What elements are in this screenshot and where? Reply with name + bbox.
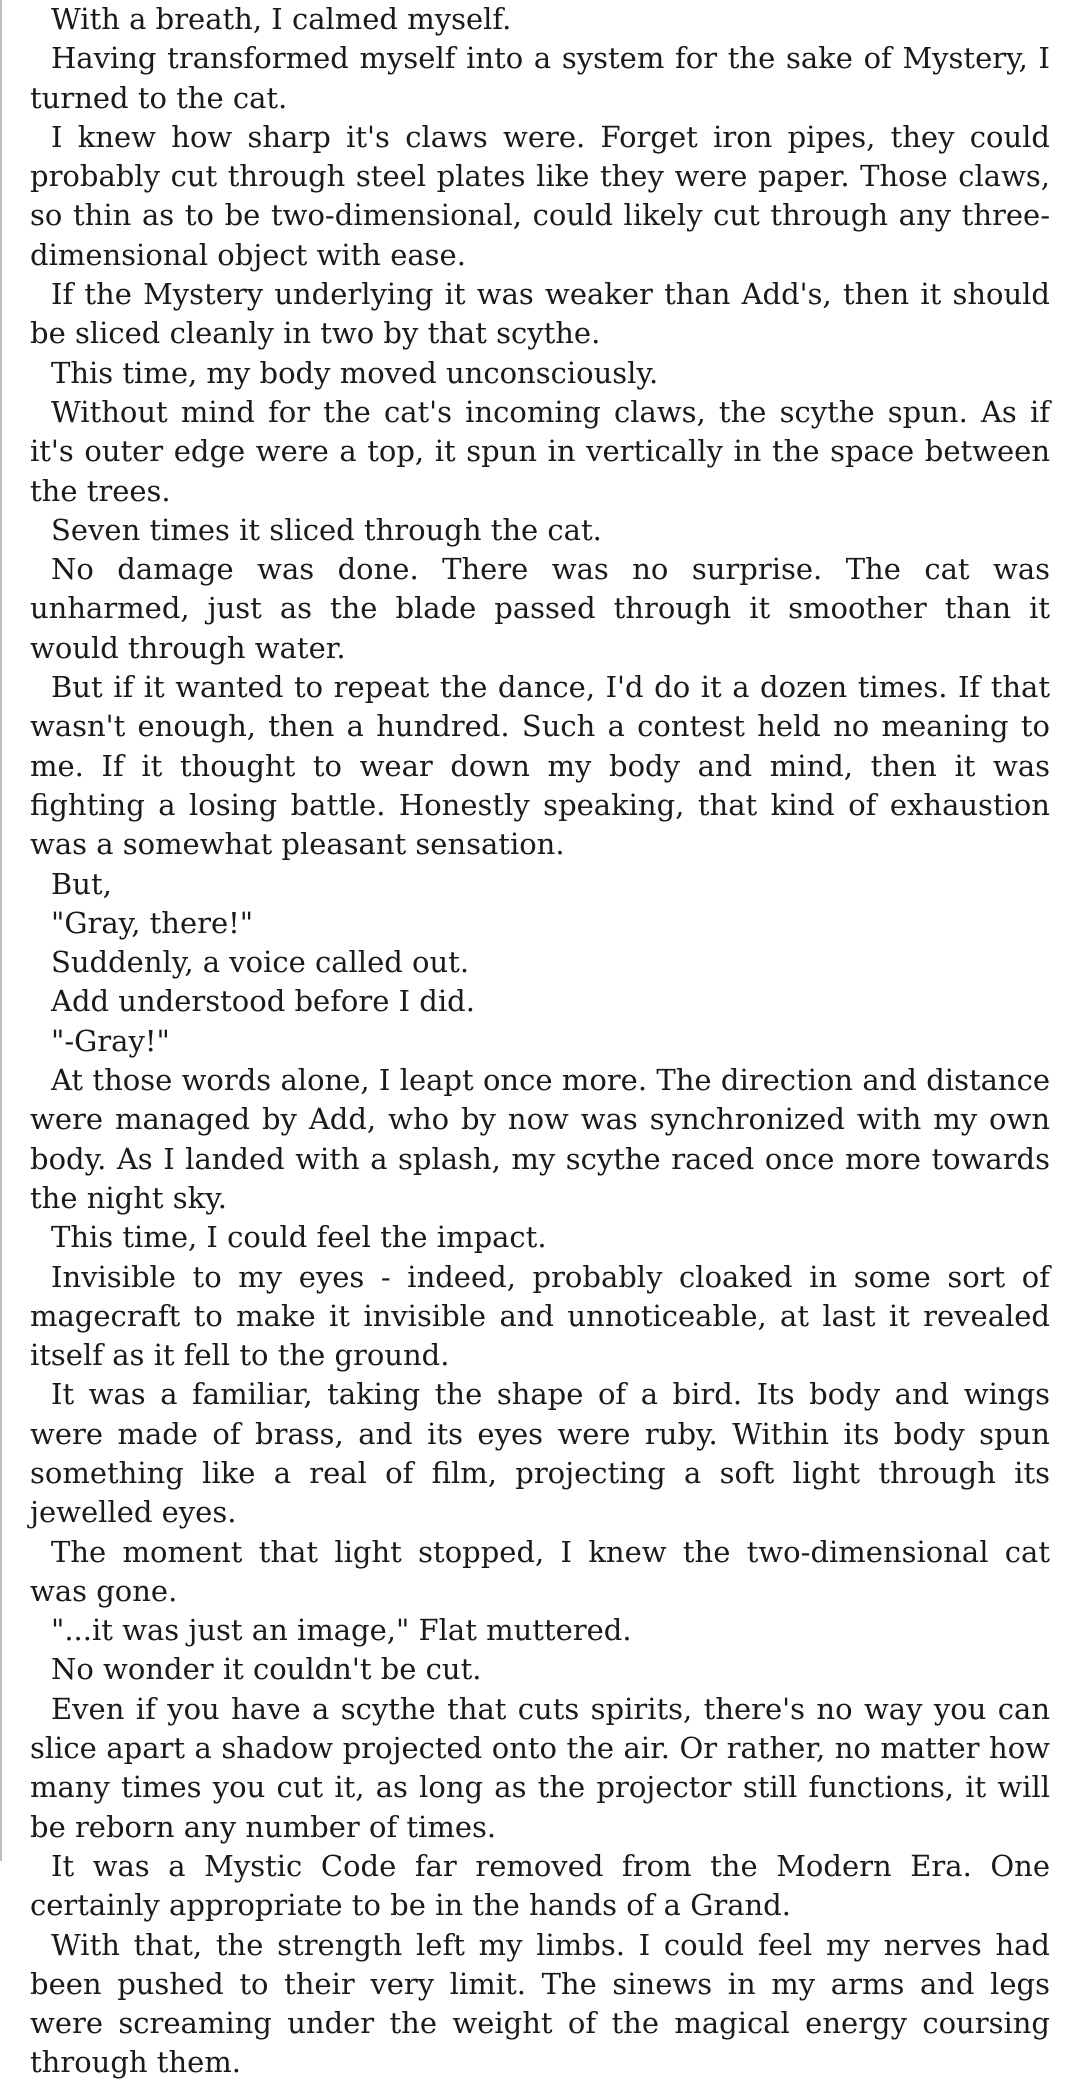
- paragraph: This time, I could feel the impact.: [51, 1220, 547, 1255]
- paragraph: This time, my body moved unconsciously.: [51, 355, 659, 390]
- paragraph: But,: [51, 866, 112, 901]
- page-left-border: [0, 0, 2, 1861]
- paragraph: Without mind for the cat's incoming claws, the scythe spun. As if it's outer edge were a top, it spun in vertically in the space between the trees.: [30, 394, 1050, 508]
- paragraph: The moment that light stopped, I knew the two-dimensional cat was gone.: [30, 1534, 1050, 1608]
- paragraph: No wonder it couldn't be cut.: [51, 1652, 482, 1687]
- paragraph: "...it was just an image," Flat muttered.: [51, 1613, 632, 1648]
- paragraph: But if it wanted to repeat the dance, I'd do it a dozen times. If that wasn't enough, then a hundred. Such a contest held no meaning to me. If it thought to wear down my body and mind, then it was fighting a losing battle. Honestly speaking, that kind of exhaustion was a somewhat pleasant sensation.: [30, 670, 1050, 862]
- paragraph: Add understood before I did.: [51, 984, 475, 1019]
- paragraph: "Gray, there!": [51, 905, 254, 940]
- paragraph: With a breath, I calmed myself.: [51, 2, 512, 36]
- paragraph: Seven times it sliced through the cat.: [51, 512, 602, 547]
- paragraph: It was a familiar, taking the shape of a bird. Its body and wings were made of brass, and its eyes were ruby. Within its body spun something like a real of film, projecting a soft light through its jewelled eyes.: [30, 1377, 1050, 1530]
- paragraph: Suddenly, a voice called out.: [51, 945, 470, 980]
- paragraph: No damage was done. There was no surprise. The cat was unharmed, just as the blade passed through it smoother than it would through water.: [30, 552, 1050, 665]
- story-text: [30, 0, 1050, 2083]
- paragraph: I knew how sharp it's claws were. Forget iron pipes, they could probably cut through steel plates like they were paper. Those claws, so thin as to be two-dimensional, could likely cut through any three-dimensional object with ease.: [30, 119, 1050, 272]
- paragraph: At those words alone, I leapt once more. The direction and distance were managed by Add, who by now was synchronized with my own body. As I landed with a splash, my scythe raced once more towards the night sky.: [30, 1063, 1050, 1215]
- paragraph: With that, the strength left my limbs. I could feel my nerves had been pushed to their very limit. The sinews in my arms and legs were screaming under the weight of the magical energy coursing through them.: [30, 1927, 1050, 2080]
- paragraph: Even if you have a scythe that cuts spirits, there's no way you can slice apart a shadow projected onto the air. Or rather, no matter how many times you cut it, as long as the projector still functions, it will be reborn any number of times.: [30, 1691, 1050, 1844]
- paragraph: Having transformed myself into a system for the sake of Mystery, I turned to the cat.: [30, 41, 1050, 115]
- paragraph: Invisible to my eyes - indeed, probably cloaked in some sort of magecraft to make it invisible and unnoticeable, at last it revealed itself as it fell to the ground.: [30, 1259, 1050, 1373]
- paragraph: It was a Mystic Code far removed from the Modern Era. One certainly appropriate to be in the hands of a Grand.: [30, 1848, 1050, 1923]
- paragraph: "-Gray!": [51, 1023, 170, 1058]
- paragraph: If the Mystery underlying it was weaker than Add's, then it should be sliced cleanly in two by that scythe.: [30, 277, 1050, 351]
